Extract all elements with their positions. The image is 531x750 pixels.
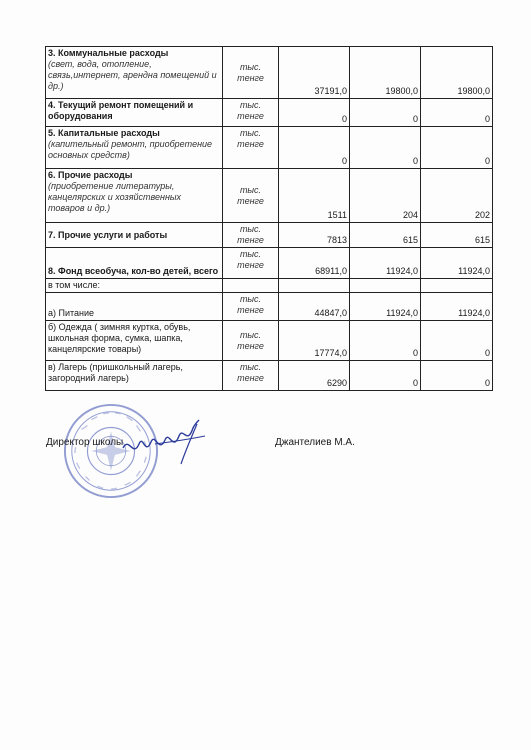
row-title: 8. Фонд всеобуча, кол-во детей, всего [48,266,219,276]
value-cell: 1511 [279,169,350,223]
value-cell: 0 [350,321,421,361]
value-cell: 0 [421,361,493,391]
unit-cell [223,361,279,391]
unit-line: тенге [237,260,264,270]
unit-cell [223,99,279,127]
value-cell: 11924,0 [421,293,493,321]
value-cell: 7813 [279,223,350,248]
value-cell: 19800,0 [350,47,421,99]
value-cell: 68911,0 [279,248,350,279]
row-title: 7. Прочие услуги и работы [48,229,168,240]
unit-cell [223,293,279,321]
table-row [46,361,493,391]
value-cell: 11924,0 [421,248,493,279]
table-row [46,248,493,279]
value-cell: 11924,0 [350,248,421,279]
signature-icon [115,418,210,468]
value-cell: 204 [350,169,421,223]
row-title: 4. Текущий ремонт помещений и оборудования [48,100,194,121]
unit-line: тыс. [239,128,262,138]
row-name-cell [46,248,223,279]
value-cell: 0 [350,127,421,169]
unit-line: тыс. [239,224,262,234]
unit-line: тенге [237,111,264,121]
value-cell: 17774,0 [279,321,350,361]
row-name-cell [46,127,223,169]
unit-line: тыс. [239,329,262,340]
row-subtitle: (капительный ремонт, приобретение основных средств) [48,139,213,160]
unit-line: тенге [237,195,264,206]
row-title: 5. Капитальные расходы [48,128,160,138]
unit-line: тыс. [239,61,262,72]
unit-cell [223,169,279,223]
table-row [46,127,493,169]
unit-line: тенге [237,235,264,245]
value-cell: 0 [421,321,493,361]
table-row [46,169,493,223]
table-row [46,99,493,127]
value-cell: 11924,0 [350,293,421,321]
value-cell: 615 [350,223,421,248]
value-cell: 0 [279,99,350,127]
value-cell: 0 [350,99,421,127]
value-cell: 6290 [279,361,350,391]
table-row [46,47,493,99]
value-cell: 37191,0 [279,47,350,99]
unit-cell [223,127,279,169]
unit-line: тенге [237,373,264,383]
unit-line: тенге [237,340,264,351]
subrow-title: б) Одежда ( зимняя куртка, обувь, школьная форма, сумка, шапка, канцелярские товары) [46,321,223,361]
unit-line: тыс. [239,184,262,195]
row-name-cell [46,169,223,223]
director-label: Директор школы [46,437,124,448]
unit-cell [223,321,279,361]
row-title: 6. Прочие расходы [48,170,133,180]
subrow-title: в) Лагерь (пришкольный лагерь, загородний лагерь) [46,361,223,391]
value-cell [279,279,350,293]
unit-line: тыс. [239,249,262,259]
unit-line: тыс. [239,100,262,110]
unit-line: тенге [237,72,264,83]
row-subtitle: (свет, вода, отопление, связь,интернет, арендна помещений и др.) [48,59,217,91]
value-cell [421,279,493,293]
row-title: 3. Коммунальные расходы [48,48,169,58]
table-row [46,293,493,321]
unit-line: тенге [237,139,264,149]
unit-cell [223,248,279,279]
row-name-cell [46,223,223,248]
unit-cell [223,279,279,293]
value-cell [350,279,421,293]
unit-line: тыс. [239,294,262,304]
value-cell: 0 [421,99,493,127]
value-cell: 615 [421,223,493,248]
director-name: Джантелиев М.А. [275,437,355,448]
value-cell: 0 [350,361,421,391]
unit-cell [223,47,279,99]
row-name-cell [46,99,223,127]
value-cell: 44847,0 [279,293,350,321]
unit-line: тенге [237,305,264,315]
budget-table [45,46,493,391]
row-name-cell [46,47,223,99]
unit-line: тыс. [239,362,262,372]
value-cell: 19800,0 [421,47,493,99]
value-cell: 0 [421,127,493,169]
value-cell: 0 [279,127,350,169]
value-cell: 202 [421,169,493,223]
table-row [46,279,493,293]
table-row [46,321,493,361]
subrow-title: а) Питание [46,293,223,321]
row-subtitle: (приобретение литературы, канцелярских и хозяйственных товаров и др.) [48,181,182,213]
unit-cell [223,223,279,248]
including-label: в том числе: [46,279,223,293]
table-row [46,223,493,248]
